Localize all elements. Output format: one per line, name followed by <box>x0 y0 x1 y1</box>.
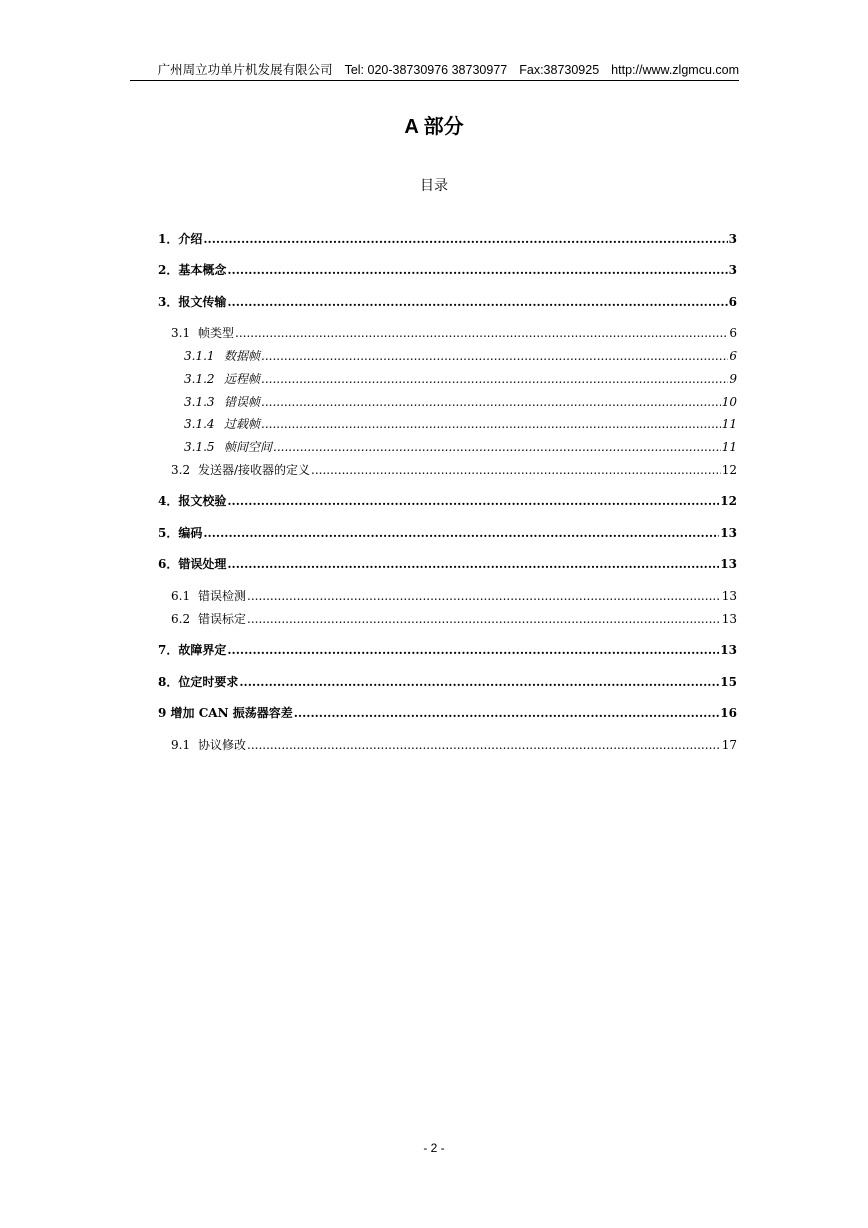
toc-leader-dots <box>261 416 721 432</box>
toc-entry[interactable] <box>184 439 737 455</box>
header-url[interactable]: http://www.zlgmcu.com <box>611 63 739 77</box>
toc-entry-number: 6.1 <box>171 589 191 603</box>
toc-entry-page: 11 <box>721 417 737 431</box>
toc-leader-dots <box>227 294 727 310</box>
toc-entry-label <box>171 588 246 604</box>
toc-entry-label <box>184 416 260 432</box>
toc-entry-label <box>158 525 202 541</box>
toc-entry-page: 13 <box>721 589 737 603</box>
toc-entry-page: 17 <box>721 738 737 752</box>
toc-heading: 目录 <box>420 178 448 194</box>
toc-entry[interactable] <box>158 262 737 278</box>
toc-entry-number: 3.1.1 <box>184 349 215 363</box>
toc-entry[interactable] <box>184 416 737 432</box>
toc-leader-dots <box>247 588 721 604</box>
toc-entry-page: 9 <box>729 372 737 386</box>
toc-entry[interactable] <box>171 611 737 627</box>
toc-entry-text: 位定时要求 <box>178 675 239 689</box>
toc-entry-number: 3.2 <box>171 463 191 477</box>
toc-entry-label <box>171 611 246 627</box>
toc-entry-number: 6.2 <box>171 612 191 626</box>
toc-entry-page: 12 <box>721 463 737 477</box>
toc-entry[interactable] <box>158 493 737 509</box>
toc-leader-dots <box>235 325 728 341</box>
toc-entry-number: 3.1 <box>171 326 191 340</box>
toc-entry-text: 故障界定 <box>178 643 227 657</box>
toc-entry-number: 8． <box>158 675 179 689</box>
toc-entry-text: 编码 <box>178 526 203 540</box>
toc-entry-text: 发送器/接收器的定义 <box>198 463 311 477</box>
toc-entry-page: 3 <box>728 232 737 246</box>
toc-entry[interactable] <box>171 462 737 478</box>
toc-entry-text: 增加 CAN 振荡器容差 <box>170 706 293 720</box>
toc-entry-text: 介绍 <box>178 232 203 246</box>
toc-entry-number: 3． <box>158 295 179 309</box>
toc-entry[interactable] <box>184 348 737 364</box>
toc-entry[interactable] <box>158 705 737 721</box>
toc-leader-dots <box>227 642 719 658</box>
toc-leader-dots <box>261 394 721 410</box>
toc-entry-number: 5． <box>158 526 179 540</box>
toc-entry[interactable] <box>158 674 737 690</box>
header-company: 广州周立功单片机发展有限公司 <box>157 63 333 77</box>
toc-entry[interactable] <box>158 231 737 247</box>
toc-leader-dots <box>294 705 720 721</box>
toc-entry-number: 1． <box>158 232 179 246</box>
toc-entry-label <box>171 737 246 753</box>
toc-entry-number: 7． <box>158 643 179 657</box>
page-header <box>130 62 739 81</box>
toc-entry-number: 3.1.4 <box>184 417 215 431</box>
toc-entry-label <box>184 394 260 410</box>
toc-entry-label <box>158 493 226 509</box>
toc-entry[interactable] <box>158 294 737 310</box>
toc-entry-page: 15 <box>720 675 737 689</box>
toc-entry-text: 错误帧 <box>224 395 261 409</box>
toc-entry[interactable] <box>184 394 737 410</box>
toc-entry-page: 13 <box>720 557 737 571</box>
toc-leader-dots <box>203 231 727 247</box>
toc-entry[interactable] <box>171 325 737 341</box>
toc-entry-page: 16 <box>720 706 737 720</box>
toc-entry-text: 错误检测 <box>198 589 247 603</box>
header-fax: Fax:38730925 <box>519 63 600 77</box>
toc-entry-page: 11 <box>721 440 737 454</box>
toc-entry-text: 过载帧 <box>224 417 261 431</box>
toc-entry-label <box>158 294 226 310</box>
toc-entry-label <box>184 348 260 364</box>
toc-entry-text: 报文校验 <box>178 494 227 508</box>
toc-entry-text: 基本概念 <box>178 263 227 277</box>
toc-entry-label <box>158 231 202 247</box>
toc-entry-page: 13 <box>720 526 737 540</box>
toc-entry[interactable] <box>158 556 737 572</box>
toc-entry-text: 远程帧 <box>224 372 261 386</box>
page-number: - 2 - <box>423 1141 445 1155</box>
toc-leader-dots <box>247 737 721 753</box>
toc-entry-label <box>184 439 272 455</box>
toc-entry-text: 帧类型 <box>198 326 235 340</box>
toc-entry-label <box>158 556 226 572</box>
toc-entry-text: 错误标定 <box>198 612 247 626</box>
toc-entry-number: 3.1.3 <box>184 395 215 409</box>
toc-leader-dots <box>273 439 721 455</box>
toc-entry-text: 报文传输 <box>178 295 227 309</box>
toc-entry-page: 12 <box>720 494 737 508</box>
toc-entry[interactable] <box>171 737 737 753</box>
toc-entry-page: 13 <box>721 612 737 626</box>
toc-entry-number: 2． <box>158 263 179 277</box>
toc-leader-dots <box>203 525 719 541</box>
toc-leader-dots <box>239 674 719 690</box>
toc-entry-number: 4． <box>158 494 179 508</box>
toc-entry[interactable] <box>171 588 737 604</box>
toc-entry-number: 9 <box>158 706 167 720</box>
toc-entry-number: 3.1.2 <box>184 372 215 386</box>
header-tel: Tel: 020-38730976 38730977 <box>344 63 508 77</box>
toc-entry-label <box>158 262 226 278</box>
toc-entry-page: 3 <box>728 263 737 277</box>
toc-entry-text: 帧间空间 <box>224 440 273 454</box>
toc-entry-number: 3.1.5 <box>184 440 215 454</box>
toc-entry-label <box>158 705 293 721</box>
toc-entry[interactable] <box>184 371 737 387</box>
toc-leader-dots <box>227 493 719 509</box>
toc-entry-page: 10 <box>721 395 737 409</box>
toc-leader-dots <box>227 556 719 572</box>
toc-entry-page: 6 <box>729 349 737 363</box>
toc-entry-text: 错误处理 <box>178 557 227 571</box>
toc-entry-page: 6 <box>728 295 737 309</box>
toc-entry[interactable] <box>158 525 737 541</box>
toc-entry-label <box>184 371 260 387</box>
toc-leader-dots <box>227 262 727 278</box>
toc-entry-label <box>171 462 310 478</box>
toc-entry-page: 6 <box>729 326 737 340</box>
toc-entry-page: 13 <box>720 643 737 657</box>
toc-entry-number: 6． <box>158 557 179 571</box>
toc-entry-label <box>158 642 226 658</box>
toc-leader-dots <box>311 462 721 478</box>
toc-entry-label <box>171 325 234 341</box>
toc-leader-dots <box>261 348 728 364</box>
toc-leader-dots <box>247 611 721 627</box>
toc-leader-dots <box>261 371 728 387</box>
toc-entry-text: 数据帧 <box>224 349 261 363</box>
toc-entry[interactable] <box>158 642 737 658</box>
toc-entry-text: 协议修改 <box>198 738 247 752</box>
toc-entry-number: 9.1 <box>171 738 191 752</box>
toc-entry-label <box>158 674 238 690</box>
page-title: A 部分 <box>404 116 464 138</box>
